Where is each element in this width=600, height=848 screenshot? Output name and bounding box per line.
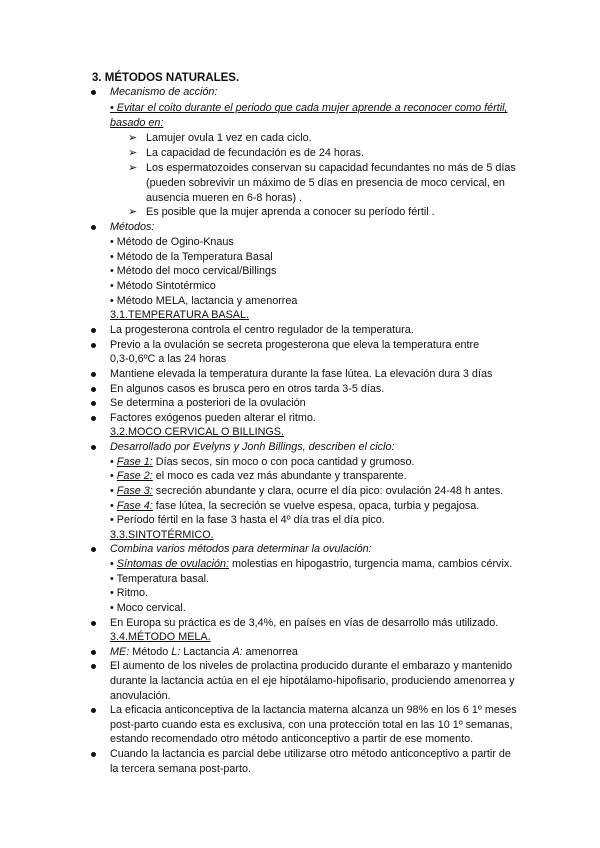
metodo-item: • Método Sintotérmico xyxy=(110,280,216,292)
bullet xyxy=(91,343,96,348)
bullet xyxy=(91,401,96,406)
temperatura-item: En algunos casos es brusca pero en otros tarda 3-5 días. xyxy=(110,383,385,395)
arrow-icon: ➢ xyxy=(128,132,138,144)
fase-label: Fase 2: xyxy=(116,470,153,482)
fase-label: Fase 3: xyxy=(116,485,153,497)
sintotermico-item: • Temperatura basal. xyxy=(110,573,210,585)
bullet xyxy=(91,387,96,392)
sintotermico-item: • Ritmo. xyxy=(110,587,148,599)
mela-paragraph-cont: durante la lactancia actúa en el eje hipotálamo-hipofisario, produciendo amenorrea y xyxy=(110,675,515,687)
heading-sintotermico: 3.3.SINTOTÉRMICO. xyxy=(110,529,214,541)
sintomas-text: molestias en hipogastrio, turgencia mama, cambios cérvix. xyxy=(229,558,513,570)
fase-item: • Fase 3: secreción abundante y clara, ocurre el día pico: ovulación 24-48 h antes. xyxy=(110,485,504,497)
mecanismo-point-cont: ausencia mueren en 6-8 horas) . xyxy=(146,192,303,204)
bullet xyxy=(91,664,96,669)
l-text: Lactancia xyxy=(180,646,233,658)
mela-definition xyxy=(110,646,298,659)
section-title: 3. MÉTODOS NATURALES. xyxy=(92,72,240,84)
sintotermico-intro: Combina varios métodos para determinar la ovulación: xyxy=(110,543,372,555)
mela-paragraph-cont: anovulación. xyxy=(110,690,171,702)
temperatura-item: Se determina a posteriori de la ovulación xyxy=(110,397,306,409)
arrow-icon: ➢ xyxy=(128,147,138,159)
metodo-item: • Método del moco cervical/Billings xyxy=(110,265,277,277)
fase-text: fase lútea, la secreción se vuelve espesa, opaca, turbia y pegajosa. xyxy=(152,500,480,512)
heading-moco: 3.2.MOCO CERVICAL O BILLINGS. xyxy=(110,426,285,438)
bullet xyxy=(91,547,96,552)
sintomas-item: • Síntomas de ovulación: molestias en hipogastrio, turgencia mama, cambios cérvix. xyxy=(110,558,513,570)
heading-mela: 3.4.MÉTODO MELA. xyxy=(110,631,211,643)
fase-item: • Fase 4: fase lútea, la secreción se vuelve espesa, opaca, turbia y pegajosa. xyxy=(110,500,480,512)
temperatura-item-cont: 0,3-0,6ºC a las 24 horas xyxy=(110,353,227,365)
mela-paragraph-cont: post-parto cuando esta es exclusiva, con una protección total en las 10 1º semanas, xyxy=(110,719,513,731)
temperatura-item: Previo a la ovulación se secreta progesterona que eleva la temperatura entre xyxy=(110,339,480,351)
me-label: ME: xyxy=(110,646,130,658)
europa-item: En Europa su práctica es de 3,4%, en países en vías de desarrollo más utilizado. xyxy=(110,617,499,629)
bullet xyxy=(91,416,96,421)
mela-paragraph: La eficacia anticonceptiva de la lactancia materna alcanza un 98% en los 6 1º meses xyxy=(110,704,517,716)
bullet xyxy=(91,372,96,377)
mecanismo-point-cont: (pueden sobrevivir un máximo de 5 días en presencia de moco cervical, en xyxy=(146,177,505,189)
metodo-item: • Método MELA, lactancia y amenorrea xyxy=(110,295,298,307)
fase-label: Fase 1: xyxy=(116,456,153,468)
a-label: A: xyxy=(232,646,243,658)
fertil-item: • Período fértil en la fase 3 hasta el 4º día tras el día pico. xyxy=(110,514,385,526)
moco-intro: Desarrollado por Evelyns y Jonh Billings, describen el ciclo: xyxy=(110,441,395,453)
mela-paragraph: Cuando la lactancia es parcial debe utilizarse otro método anticonceptivo a partir de xyxy=(110,748,511,760)
bullet xyxy=(91,650,96,655)
bullet xyxy=(91,328,96,333)
temperatura-item: Factores exógenos pueden alterar el ritmo. xyxy=(110,412,316,424)
bullet-metodos xyxy=(91,225,96,230)
bullet xyxy=(91,708,96,713)
arrow-icon: ➢ xyxy=(128,162,138,174)
l-label: L: xyxy=(171,646,181,658)
mecanismo-point: La capacidad de fecundación es de 24 horas. xyxy=(146,147,364,159)
fase-label: Fase 4: xyxy=(116,500,153,512)
metodo-item: • Método de Ogino-Knaus xyxy=(110,236,234,248)
bullet xyxy=(91,445,96,450)
bullet xyxy=(91,752,96,757)
sintomas-label: Síntomas de ovulación: xyxy=(116,558,230,570)
mela-paragraph-cont: estando recomendado otro método anticonceptivo a partir de ese momento. xyxy=(110,733,474,745)
arrow-icon: ➢ xyxy=(128,206,138,218)
a-text: amenorrea xyxy=(242,646,298,658)
fase-text: Días secos, sin moco o con poca cantidad y grumoso. xyxy=(152,456,415,468)
mela-paragraph: El aumento de los niveles de prolactina producido durante el embarazo y mantenido xyxy=(110,660,513,672)
mecanismo-intro-cont: basado en: xyxy=(110,117,164,129)
fase-item: • Fase 2: el moco es cada vez más abundante y transparente. xyxy=(110,470,407,482)
mecanismo-point: Lamujer ovula 1 vez en cada ciclo. xyxy=(146,132,312,144)
fase-text: el moco es cada vez más abundante y transparente. xyxy=(152,470,407,482)
fase-item: • Fase 1: Días secos, sin moco o con poca cantidad y grumoso. xyxy=(110,456,415,468)
bullet-mecanismo xyxy=(91,90,96,95)
me-text: Método xyxy=(129,646,172,658)
metodos-label: Métodos: xyxy=(110,221,155,233)
mecanismo-intro: • Evitar el coito durante el periodo que cada mujer aprende a reconocer como fértil, xyxy=(110,102,508,114)
mela-paragraph-cont: la tercera semana post-parto. xyxy=(110,763,252,775)
bullet xyxy=(91,621,96,626)
heading-temperatura: 3.1.TEMPERATURA BASAL. xyxy=(110,309,250,321)
mecanismo-label: Mecanismo de acción: xyxy=(110,86,218,98)
mecanismo-point: Es posible que la mujer aprenda a conocer su período fértil . xyxy=(146,206,435,218)
metodo-item: • Método de la Temperatura Basal xyxy=(110,251,273,263)
fase-text: secreción abundante y clara, ocurre el día pico: ovulación 24-48 h antes. xyxy=(152,485,504,497)
mecanismo-point: Los espermatozoides conservan su capacidad fecundantes no más de 5 días xyxy=(146,162,516,174)
sintotermico-item: • Moco cervical. xyxy=(110,602,186,614)
temperatura-item: La progesterona controla el centro regulador de la temperatura. xyxy=(110,324,414,336)
temperatura-item: Mantiene elevada la temperatura durante la fase lútea. La elevación dura 3 días xyxy=(110,368,493,380)
